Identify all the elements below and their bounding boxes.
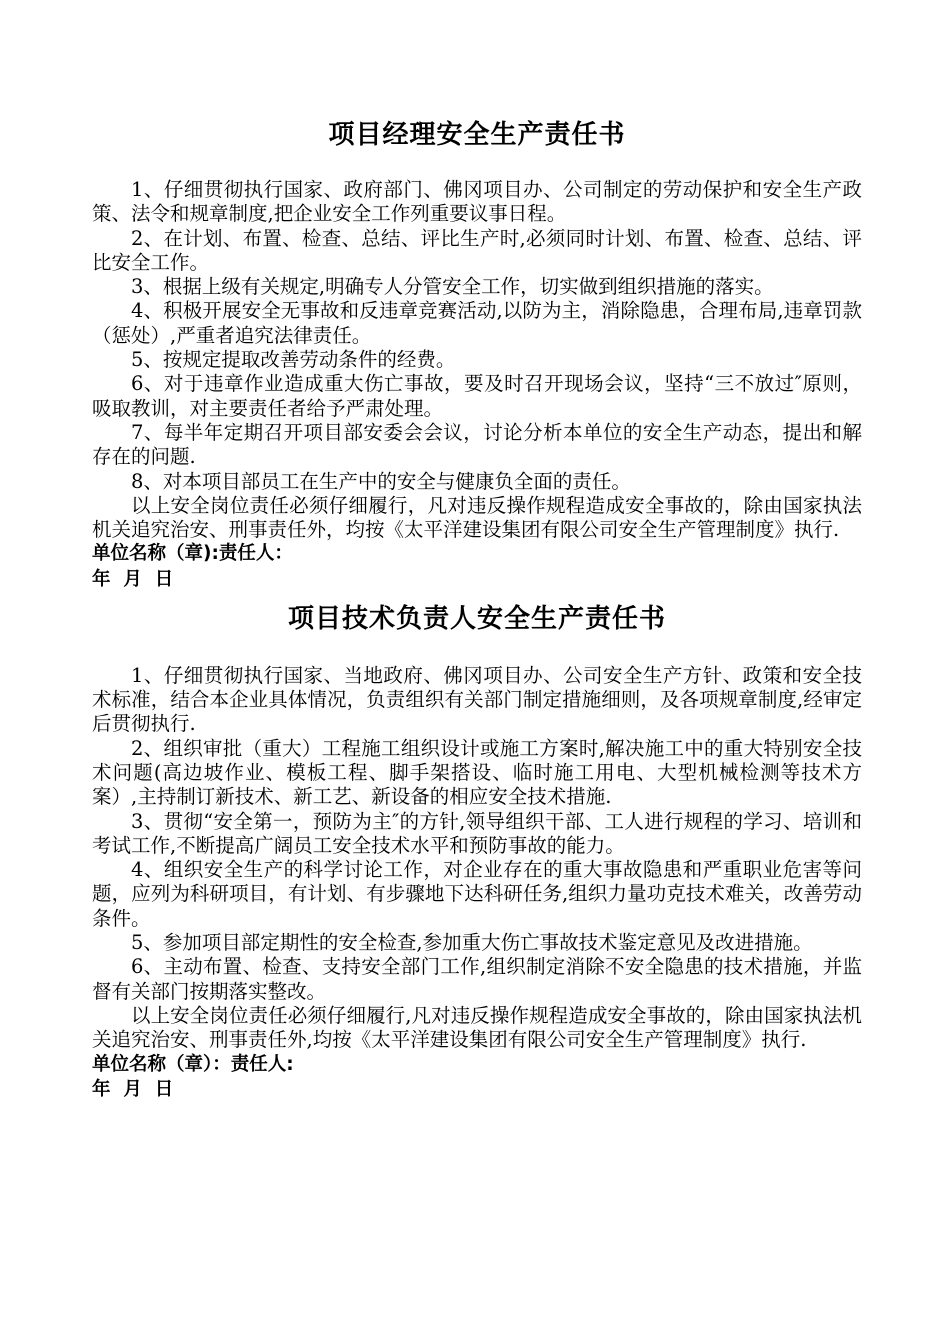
document-page <box>92 110 862 1102</box>
section-1-paragraph: 1、仔细贯彻执行国家、政府部门、佛冈项目办、公司制定的劳动保护和安全生产政策、法令和规章制度,把企业安全工作列重要议事日程。 <box>92 178 862 226</box>
section-2-paragraph: 4、组织安全生产的科学讨论工作，对企业存在的重大事故隐患和严重职业危害等问题，应列为科研项目，有计划、有步骤地下达科研任务,组织力量功克技术难关，改善劳动条件。 <box>92 858 862 930</box>
section-1-paragraph: 7、每半年定期召开项目部安委会会议，讨论分析本单位的安全生产动态，提出和解存在的问题. <box>92 420 862 469</box>
section-2-paragraph: 1、仔细贯彻执行国家、当地政府、佛冈项目办、公司安全生产方针、政策和安全技术标准，结合本企业具体情况，负责组织有关部门制定措施细则，及各项规章制度,经审定后贯彻执行. <box>92 663 862 736</box>
section-1-title: 项目经理安全生产责任书 <box>328 120 626 150</box>
section-1-paragraph: 2、在计划、布置、检查、总结、评比生产时,必须同时计划、布置、检查、总结、评比安全工作。 <box>92 226 862 274</box>
section-2-signature-line: 单位名称（章）：责任人: <box>92 1053 294 1075</box>
section-2-closing-paragraph: 以上安全岗位责任必须仔细履行,凡对违反操作规程造成安全事故的，除由国家执法机关追究治安、刑事责任外,均按《太平洋建设集团有限公司安全生产管理制度》执行. <box>92 1003 862 1052</box>
section-1-paragraph: 4、积极开展安全无事故和反违章竞赛活动,以防为主，消除隐患，合理布局,违章罚款（惩处）,严重者追究法律责任。 <box>92 299 862 347</box>
section-1-closing-paragraph: 以上安全岗位责任必须仔细履行，凡对违反操作规程造成安全事故的，除由国家执法机关追究治安、刑事责任外，均按《太平洋建设集团有限公司安全生产管理制度》执行. <box>92 493 862 542</box>
section-1-date-line: 年 月 日 <box>92 568 174 590</box>
section-1-body <box>92 178 862 542</box>
section-2-paragraph: 5、参加项目部定期性的安全检查,参加重大伤亡事故技术鉴定意见及改进措施。 <box>131 931 813 955</box>
section-2-date-line: 年 月 日 <box>92 1078 174 1100</box>
section-2-body <box>92 664 862 1053</box>
section-2-title: 项目技术负责人安全生产责任书 <box>287 603 666 634</box>
section-2-paragraph: 3、贯彻“安全第一，预防为主″的方针,领导组织干部、工人进行规程的学习、培训和考试工作,不断提高广阔员工安全技术水平和预防事故的能力。 <box>92 809 862 857</box>
section-1-paragraph: 5、按规定提取改善劳动条件的经费。 <box>131 348 456 372</box>
section-1-paragraph: 6、对于违章作业造成重大伤亡事故，要及时召开现场会议，坚持“三不放过″原则，吸取教训，对主要责任者给予严肃处理。 <box>92 372 862 420</box>
section-1-paragraph: 8、对本项目部员工在生产中的安全与健康负全面的责任。 <box>131 469 631 493</box>
section-1-paragraph: 3、根据上级有关规定,明确专人分管安全工作，切实做到组织措施的落实。 <box>131 275 774 299</box>
section-1-signature-line: 单位名称（章):责任人： <box>92 543 293 565</box>
section-2-paragraph: 2、组织审批（重大）工程施工组织设计或施工方案时,解决施工中的重大特别安全技术问题(高边坡作业、模板工程、脚手架搭设、临时施工用电、大型机械检测等技术方案）,主持制订新技术、新工艺、新设备的相应安全技术措施. <box>92 736 862 809</box>
section-2-paragraph: 6、主动布置、检查、支持安全部门工作,组织制定消除不安全隐患的技术措施，并监督有关部门按期落实整改。 <box>92 955 862 1003</box>
